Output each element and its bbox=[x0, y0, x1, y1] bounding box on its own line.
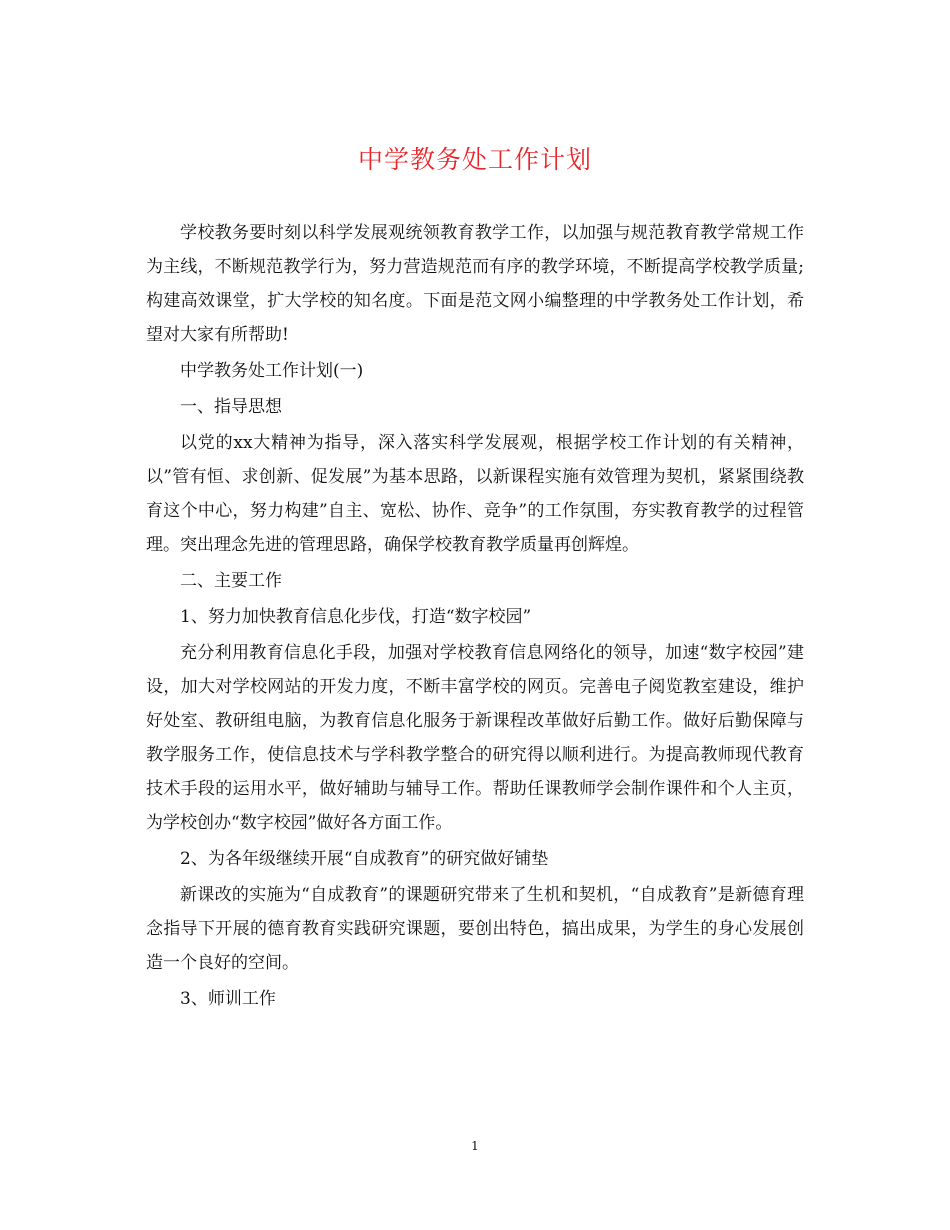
paragraph-guiding-ideology: 以党的xx大精神为指导，深入落实科学发展观，根据学校工作计划的有关精神，以”管有恒、求创新、促发展”为基本思路，以新课程实施有效管理为契机，紧紧围绕教育这个中心，努力构建”自主、宽松、协作、竞争”的工作氛围，夯实教育教学的过程管理。突出理念先进的管理思路，确保学校教育教学质量再创辉煌。 bbox=[146, 433, 804, 555]
section-heading-main-work: 二、主要工作 bbox=[180, 571, 282, 591]
paragraph-self-education: 新课改的实施为“自成教育”的课题研究带来了生机和契机，“自成教育”是新德育理念指导下开展的德育教育实践研究课题，要创出特色，搞出成果，为学生的身心发展创造一个良好的空间。 bbox=[146, 885, 804, 973]
page-number: 1 bbox=[471, 1139, 479, 1153]
section-heading-guiding-ideology: 一、指导思想 bbox=[180, 397, 282, 417]
paragraph-intro: 学校教务要时刻以科学发展观统领教育教学工作，以加强与规范教育教学常规工作为主线，不断规范教学行为，努力营造规范而有序的教学环境，不断提高学校教学质量;构建高效课堂，扩大学校的知名度。下面是范文网小编整理的中学教务处工作计划，希望对大家有所帮助! bbox=[146, 223, 804, 345]
subheading-teacher-training: 3、师训工作 bbox=[180, 989, 276, 1009]
subheading-self-education: 2、为各年级继续开展“自成教育”的研究做好铺垫 bbox=[180, 849, 549, 869]
document-body bbox=[146, 216, 804, 1016]
subheading-digital-campus: 1、努力加快教育信息化步伐，打造“数字校园” bbox=[180, 607, 532, 627]
paragraph-digital-campus: 充分利用教育信息化手段，加强对学校教育信息网络化的领导，加速“数字校园”建设，加大对学校网站的开发力度，不断丰富学校的网页。完善电子阅览教室建设，维护好处室、教研组电脑，为教育信息化服务于新课程改革做好后勤工作。做好后勤保障与教学服务工作，使信息技术与学科教学整合的研究得以顺利进行。为提高教师现代教育技术手段的运用水平，做好辅助与辅导工作。帮助任课教师学会制作课件和个人主页，为学校创办“数字校园”做好各方面工作。 bbox=[146, 643, 804, 833]
document-title: 中学教务处工作计划 bbox=[357, 145, 592, 174]
section-heading-plan-one: 中学教务处工作计划(一) bbox=[180, 361, 364, 381]
